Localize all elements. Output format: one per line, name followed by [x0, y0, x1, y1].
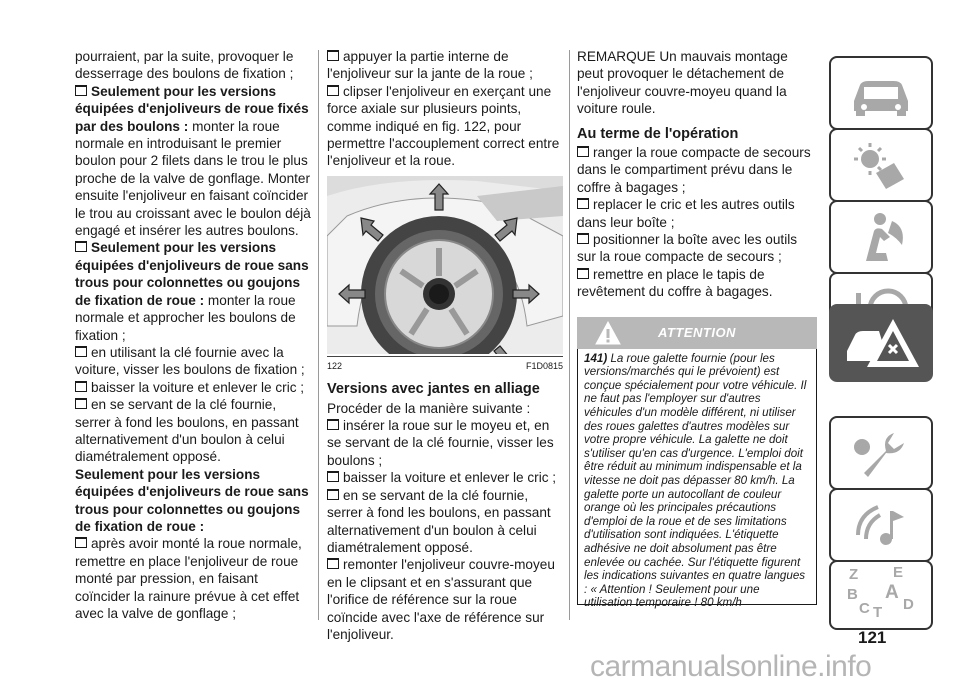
text: clipser l'enjoliveur en exerçant une force axiale sur plusieurs points, comme indiqué en fig. 122, pour permettre l'accouplement correct entre l'enjoliveur et la roue.	[327, 83, 560, 169]
text: remettre en place le tapis de revêtement du coffre à bagages.	[577, 266, 773, 300]
checkbox-bullet-icon	[577, 198, 589, 209]
bullet-item	[327, 48, 563, 83]
figure-number: 122	[327, 360, 343, 371]
subheading: Seulement pour les versions équipées d'enjoliveurs de roue fixés par des boulons :	[75, 83, 309, 134]
tab-multimedia[interactable]	[829, 488, 933, 562]
text: baisser la voiture et enlever le cric ;	[91, 379, 305, 395]
index-letter: D	[903, 596, 914, 613]
text: baisser la voiture et enlever le cric ;	[343, 470, 557, 486]
bullet-item	[327, 83, 563, 170]
column-divider	[569, 50, 570, 620]
wrench-icon	[846, 423, 916, 483]
index-letter: E	[893, 564, 904, 581]
tab-index[interactable]	[829, 560, 933, 630]
attention-body	[577, 349, 817, 610]
text: monter la roue normale en introduisant le premier boulon pour 2 filets dans le trou le plus proche de la valve de gonflage. Monter ensuite l'enjoliveur en faisant coïncider le trou au croissant avec le boulon déjà engagé et insérer les autres boulons.	[75, 118, 311, 239]
paragraph	[75, 83, 311, 240]
checkbox-bullet-icon	[577, 268, 589, 279]
figure-wheel-cover	[327, 176, 563, 354]
text: replacer le cric et les autres outils dans leur boîte ;	[577, 197, 795, 230]
tab-lights[interactable]	[829, 128, 933, 202]
figure-code: F1D0815	[525, 360, 563, 371]
warning-triangle-icon	[841, 311, 921, 375]
music-phone-icon	[846, 495, 916, 555]
tab-airbag[interactable]	[829, 200, 933, 274]
checkbox-bullet-icon	[577, 146, 589, 157]
bullet-item	[577, 144, 817, 196]
car-dashboard-icon	[846, 63, 916, 123]
text: en se servant de la clé fournie, serrer à fond les boulons, en passant alternativement d'un boulon à celui diamétralement opposé.	[327, 487, 551, 555]
remark: REMARQUE Un mauvais montage peut provoquer le détachement de l'enjoliveur couvre-moyeu quand la voiture roule.	[577, 49, 788, 117]
bullet-item	[577, 231, 817, 266]
index-letter: Z	[849, 566, 859, 583]
checkbox-bullet-icon	[75, 398, 87, 409]
subheading: Seulement pour les versions équipées d'enjoliveurs de roue sans trous pour colonnettes ou goujons de fixation de roue :	[75, 466, 309, 534]
bullet-item	[75, 535, 311, 622]
text: monter la roue normale et approcher les boulons de fixation ;	[75, 292, 296, 343]
attention-number: 141)	[584, 351, 608, 365]
column-3	[577, 48, 817, 610]
attention-text: La roue galette fournie (pour les versions/marchés qui le prévoient) est conçue spécialement pour votre véhicule. Il ne faut pas l'employer sur d'autres véhicules d'un modèle différent, ni utiliser des roues galettes d'autres modèles sur votre propre véhicule. La galette ne doit s'utiliser qu'en cas d'urgence. L'emploi doit être réduit au minimum indispensable et la vitesse ne doit pas dépasser 80 km/h. La galette porte un autocollant de couleur orange où les principales précautions d'emploi de la roue et de ses limitations d'utilisation sont indiquées. L'étiquette adhésive ne doit absolument pas être enlevée ou cachée. Sur l'étiquette figurent les indications suivantes en quatre langues : « Attention ! Seulement pour une utilisation temporaire ! 80 km/h	[584, 351, 807, 610]
column-2	[327, 48, 563, 643]
checkbox-bullet-icon	[577, 233, 589, 244]
paragraph	[75, 239, 311, 343]
figure-caption	[327, 356, 563, 375]
bullet-item	[327, 469, 563, 486]
checkbox-bullet-icon	[327, 419, 339, 430]
text: en se servant de la clé fournie, serrer à fond les boulons, en passant alternativement d'un boulon à celui diamétralement opposé.	[75, 397, 299, 465]
tab-maintenance[interactable]	[829, 416, 933, 490]
index-letter: T	[873, 604, 883, 621]
subheading: Seulement pour les versions équipées d'enjoliveurs de roue sans trous pour colonnettes ou goujons de fixation de roue :	[75, 240, 309, 308]
index-letter: C	[859, 600, 870, 617]
text: positionner la boîte avec les outils sur la roue compacte de secours ;	[577, 232, 798, 265]
attention-title: ATTENTION	[658, 324, 736, 340]
checkbox-bullet-icon	[327, 489, 339, 500]
checkbox-bullet-icon	[75, 241, 87, 252]
text: insérer la roue sur le moyeu et, en se servant de la clé fournie, visser les boulons ;	[327, 418, 554, 468]
text: ranger la roue compacte de secours dans le compartiment prévu dans le coffre à bagages ;	[577, 145, 811, 195]
column-1	[75, 48, 311, 622]
bullet-item	[75, 344, 311, 379]
paragraph: pourraient, par la suite, provoquer le desserrage des boulons de fixation ;	[75, 49, 294, 82]
section-heading: Versions avec jantes en alliage	[327, 381, 540, 398]
watermark: carmanualsonline.info	[590, 650, 872, 683]
index-letter: B	[847, 586, 858, 603]
index-letter: A	[885, 582, 899, 603]
paragraph: Procéder de la manière suivante :	[327, 400, 531, 416]
page-number: 121	[858, 628, 887, 647]
section-heading: Au terme de l'opération	[577, 125, 739, 142]
text: appuyer la partie interne de l'enjoliveur sur la jante de la roue ;	[327, 49, 533, 82]
warning-triangle-icon	[595, 321, 621, 345]
airbag-icon	[846, 207, 916, 267]
index-letters-icon	[841, 564, 921, 624]
tab-car-dashboard[interactable]	[829, 56, 933, 130]
text: après avoir monté la roue normale, remettre en place l'enjoliveur de roue monté par pression, en faisant coïncider la rainure prévue à cet effet avec la valve de gonflage ;	[75, 536, 302, 621]
bullet-item	[327, 417, 563, 469]
checkbox-bullet-icon	[327, 471, 339, 482]
checkbox-bullet-icon	[327, 558, 339, 569]
bullet-item	[577, 196, 817, 231]
attention-header	[577, 317, 817, 349]
checkbox-bullet-icon	[75, 85, 87, 96]
bullet-item	[75, 379, 311, 396]
checkbox-bullet-icon	[75, 537, 87, 548]
checkbox-bullet-icon	[327, 50, 339, 61]
lights-icon	[846, 135, 916, 195]
checkbox-bullet-icon	[75, 346, 87, 357]
column-divider	[318, 50, 319, 620]
bullet-item	[327, 487, 563, 557]
checkbox-bullet-icon	[327, 85, 339, 96]
bullet-item	[577, 266, 817, 301]
wheel-illustration	[327, 176, 563, 354]
bullet-item	[75, 396, 311, 466]
bullet-item	[327, 556, 563, 643]
text: remonter l'enjoliveur couvre-moyeu en le clipsant et en s'assurant que l'orifice de référence sur la roue coïncide avec l'axe de référence sur l'enjoliveur.	[327, 557, 555, 642]
checkbox-bullet-icon	[75, 381, 87, 392]
text: en utilisant la clé fournie avec la voiture, visser les boulons de fixation ;	[75, 344, 305, 378]
tab-emergency-active[interactable]	[829, 304, 933, 382]
